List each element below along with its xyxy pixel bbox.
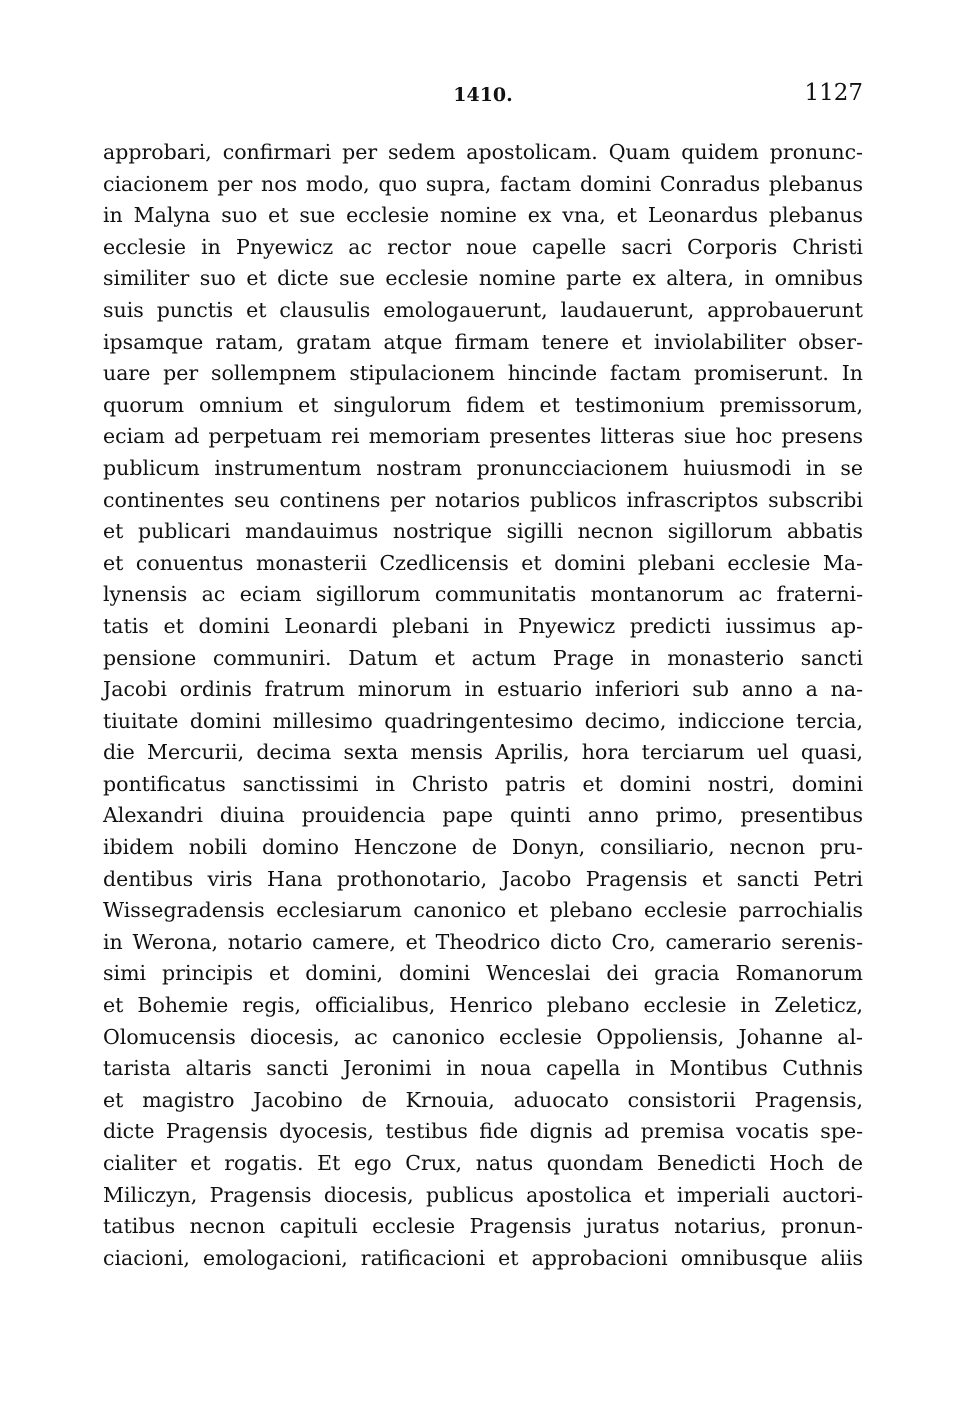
text-line: Jacobi ordinis fratrum minorum in estuario inferiori sub anno a na- <box>103 677 863 702</box>
text-line: tiuitate domini millesimo quadringentesimo decimo, indiccione tercia, <box>103 708 863 733</box>
text-line: similiter suo et dicte sue ecclesie nomine parte ex altera, in omnibus <box>103 266 863 291</box>
text-line: et Bohemie regis, officialibus, Henrico plebano ecclesie in Zeleticz, <box>103 993 863 1018</box>
text-line: Alexandri diuina prouidencia pape quinti anno primo, presentibus <box>103 803 863 828</box>
text-line: approbari, confirmari per sedem apostolicam. Quam quidem pronunc- <box>103 140 863 164</box>
text-line: uare per sollempnem stipulacionem hincinde factam promiserunt. In <box>103 361 863 386</box>
text-line: et magistro Jacobino de Krnouia, aduocato consistorii Pragensis, <box>103 1087 863 1112</box>
text-line: et publicari mandauimus nostrique sigilli necnon sigillorum abbatis <box>103 519 863 544</box>
text-line: cialiter et rogatis. Et ego Crux, natus quondam Benedicti Hoch de <box>103 1151 863 1175</box>
text-line: dicte Pragensis dyocesis, testibus fide dignis ad premisa vocatis spe- <box>103 1119 863 1144</box>
text-line: pensione communiri. Datum et actum Prage in monasterio sancti <box>103 645 863 670</box>
text-line: tarista altaris sancti Jeronimi in noua capella in Montibus Cuthnis <box>103 1056 863 1081</box>
text-line: die Mercurii, decima sexta mensis Aprilis, hora terciarum uel quasi, <box>103 740 863 765</box>
text-line: simi principis et domini, domini Wenceslai dei gracia Romanorum <box>103 961 863 986</box>
text-line: in Malyna suo et sue ecclesie nomine ex vna, et Leonardus plebanus <box>103 203 863 228</box>
body-text <box>103 137 863 1274</box>
text-line: Olomucensis diocesis, ac canonico ecclesie Oppoliensis, Johanne al- <box>103 1024 863 1049</box>
text-line: in Werona, notario camere, et Theodrico dicto Cro, camerario serenis- <box>103 929 863 954</box>
running-header <box>103 80 863 110</box>
text-line: quorum omnium et singulorum fidem et testimonium premissorum, <box>103 392 863 417</box>
header-year: 1410. <box>453 84 513 106</box>
text-line: ciacioni, emologacioni, ratificacioni et approbacioni omnibusque aliis <box>103 1245 863 1270</box>
text-line: lynensis ac eciam sigillorum communitatis montanorum ac fraterni- <box>103 582 863 607</box>
text-line: publicum instrumentum nostram pronuncciacionem huiusmodi in se <box>103 455 863 480</box>
text-line: tatis et domini Leonardi plebani in Pnyewicz predicti iussimus ap- <box>103 613 863 638</box>
text-line: dentibus viris Hana prothonotario, Jacobo Pragensis et sancti Petri <box>103 866 863 891</box>
text-line: ciacionem per nos modo, quo supra, factam domini Conradus plebanus <box>103 171 863 196</box>
text-line: Miliczyn, Pragensis diocesis, publicus apostolica et imperiali auctori- <box>103 1182 863 1207</box>
text-line: ecclesie in Pnyewicz ac rector noue capelle sacri Corporis Christi <box>103 234 863 259</box>
page-number: 1127 <box>804 80 863 106</box>
text-line: tatibus necnon capituli ecclesie Pragensis juratus notarius, pronun- <box>103 1214 863 1239</box>
text-line: Wissegradensis ecclesiarum canonico et plebano ecclesie parrochialis <box>103 898 863 923</box>
text-line: ipsamque ratam, gratam atque firmam tenere et inviolabiliter obser- <box>103 329 863 354</box>
text-line: eciam ad perpetuam rei memoriam presentes litteras siue hoc presens <box>103 424 863 449</box>
text-line: pontificatus sanctissimi in Christo patris et domini nostri, domini <box>103 771 863 796</box>
text-line: et conuentus monasterii Czedlicensis et domini plebani ecclesie Ma- <box>103 550 863 575</box>
text-line: suis punctis et clausulis emologauerunt, laudauerunt, approbauerunt <box>103 297 863 322</box>
text-line: ibidem nobili domino Henczone de Donyn, consiliario, necnon pru- <box>103 835 863 860</box>
text-line: continentes seu continens per notarios publicos infrascriptos subscribi <box>103 487 863 512</box>
